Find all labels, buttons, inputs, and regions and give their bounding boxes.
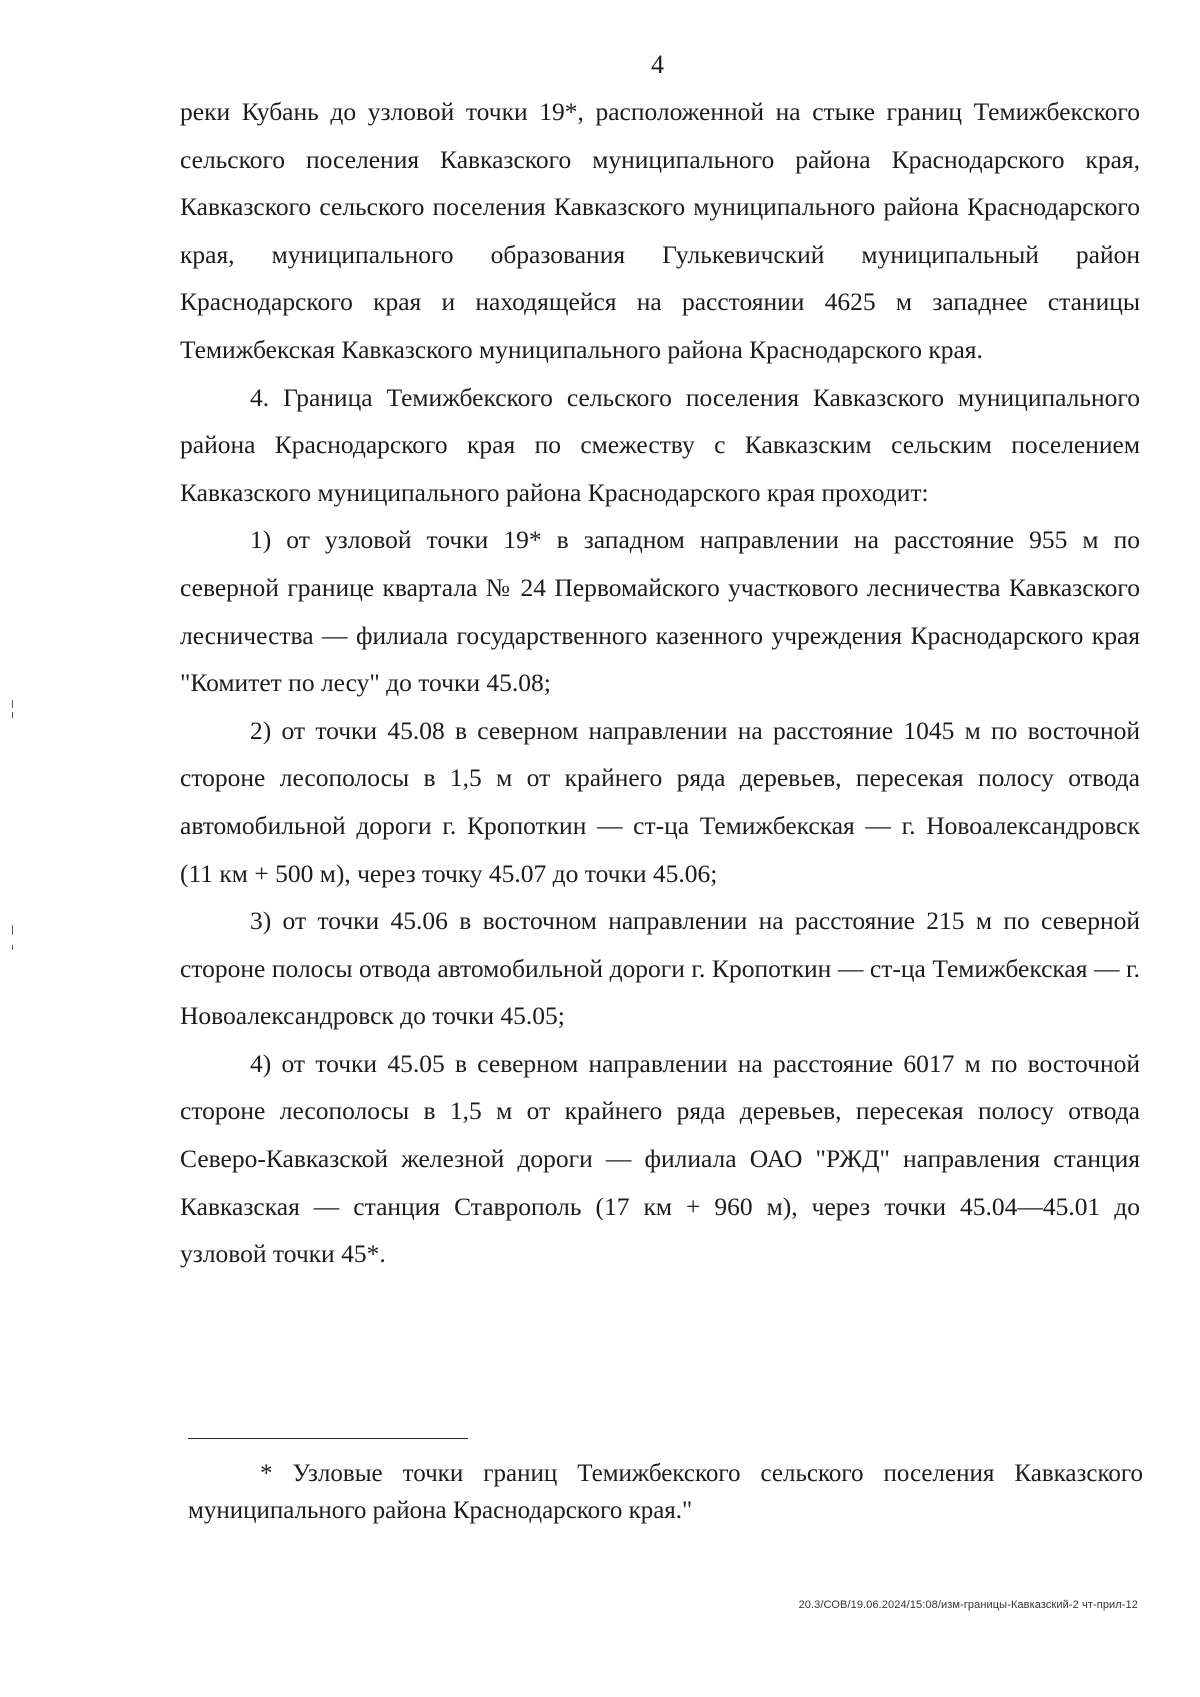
document-code: 20.3/СОВ/19.06.2024/15:08/изм-границы-Кавказский-2 чт-прил-12 (798, 1599, 1138, 1611)
document-body (180, 88, 1140, 1278)
paragraph-item-1: 1) от узловой точки 19* в западном направлении на расстояние 955 м по северной границе квартала № 24 Первомайского участкового лесничества Кавказского лесничества — филиала государственного казенного учреждения Краснодарского края "Комитет по лесу" до точки 45.08; (180, 525, 1140, 698)
footnote-text: * Узловые точки границ Темижбекского сельского поселения Кавказского муниципального района Краснодарского края." (188, 1460, 1143, 1524)
footnote-separator (188, 1438, 468, 1439)
scan-mark (12, 700, 13, 708)
paragraph-item-4: 4) от точки 45.05 в северном направлении на расстояние 6017 м по восточной стороне лесополосы в 1,5 м от крайнего ряда деревьев, пересекая полосу отвода Северо-Кавказской железной дороги — филиала ОАО "РЖД" направления станция Кавказская — станция Ставрополь (17 км + 960 м), через точки 45.04—45.01 до узловой точки 45*. (180, 1048, 1140, 1269)
scan-mark (12, 945, 13, 950)
page-number: 4 (651, 50, 664, 79)
paragraph-item-3: 3) от точки 45.06 в восточном направлении на расстояние 215 м по северной стороне полосы отвода автомобильной дороги г. Кропоткин — ст-ца Темижбекская — г. Новоалександровск до точки 45.05; (180, 906, 1140, 1031)
paragraph-continuation: реки Кубань до узловой точки 19*, расположенной на стыке границ Темижбекского сельского поселения Кавказского муниципального района Краснодарского края, Кавказского сельского поселения Кавказского муниципального района Краснодарского края, муниципального образования Гулькевичский муниципальный район Краснодарского края и находящейся на расстоянии 4625 м западнее станицы Темижбекская Кавказского муниципального района Краснодарского края. (180, 97, 1140, 364)
scan-mark (12, 925, 13, 935)
scan-mark (12, 712, 13, 718)
paragraph-item-2: 2) от точки 45.08 в северном направлении на расстояние 1045 м по восточной стороне лесополосы в 1,5 м от крайнего ряда деревьев, пересекая полосу отвода автомобильной дороги г. Кропоткин — ст-ца Темижбекская — г. Новоалександровск (11 км + 500 м), через точку 45.07 до точки 45.06; (180, 715, 1140, 888)
footnote (188, 1455, 1143, 1529)
paragraph-section-4: 4. Граница Темижбекского сельского поселения Кавказского муниципального района Краснодарского края по смежеству с Кавказским сельским поселением Кавказского муниципального района Краснодарского края проходит: (180, 382, 1140, 507)
